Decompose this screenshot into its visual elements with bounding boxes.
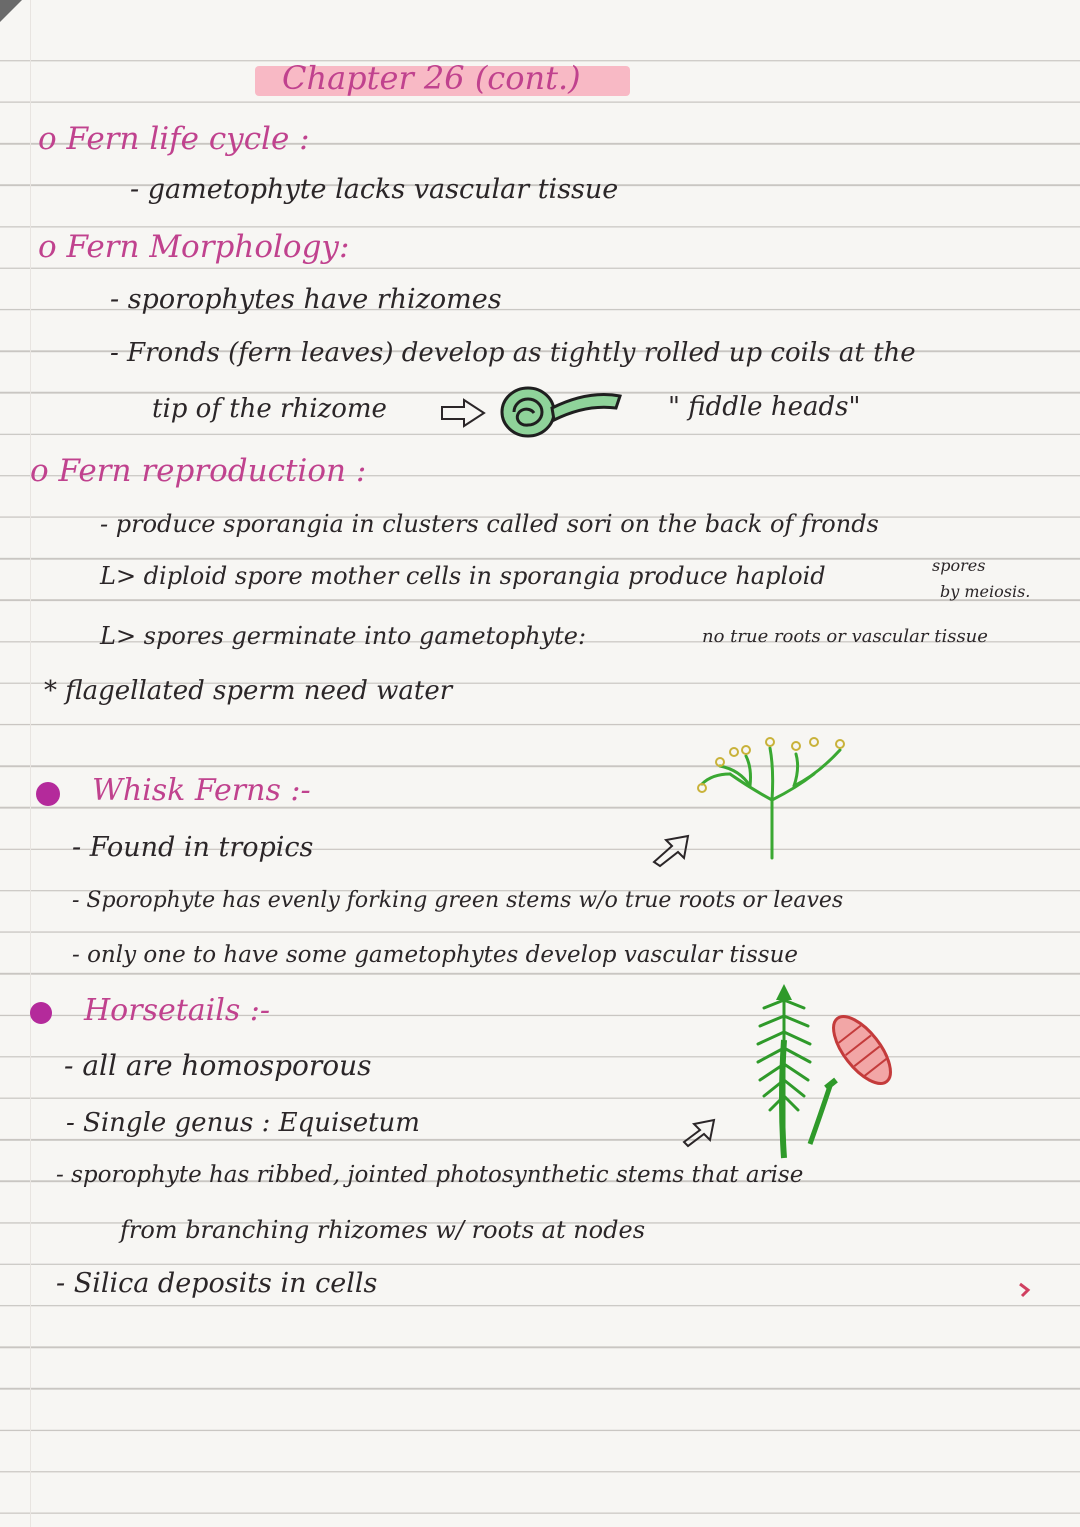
heading-whisk-ferns: Whisk Ferns :- (92, 773, 311, 808)
fiddlehead-drawing (498, 382, 628, 442)
note-line: - sporophytes have rhizomes (110, 284, 502, 315)
note-line: - Found in tropics (72, 832, 314, 863)
note-line-superscript: spores (932, 556, 986, 575)
bullet-dot (30, 1002, 52, 1024)
fiddle-heads-label: " fiddle heads" (668, 392, 861, 422)
heading-fern-morphology: o Fern Morphology: (38, 229, 350, 265)
note-line: L> diploid spore mother cells in sporangia produce haploid (100, 562, 826, 590)
heading-horsetails: Horsetails :- (84, 993, 271, 1028)
note-line: from branching rhizomes w/ roots at nodes (120, 1216, 646, 1244)
heading-fern-life-cycle: o Fern life cycle : (38, 121, 310, 157)
note-line: - gametophyte lacks vascular tissue (130, 174, 619, 205)
page-title: Chapter 26 (cont.) (282, 59, 581, 97)
strobilus-drawing (790, 1006, 900, 1146)
bullet-dot (36, 782, 60, 806)
note-line-aside: no true roots or vascular tissue (702, 626, 988, 647)
note-line: - only one to have some gametophytes develop vascular tissue (72, 942, 799, 968)
arrow-icon (650, 832, 694, 866)
arrow-icon (440, 398, 490, 428)
note-line: - Sporophyte has evenly forking green stems w/o true roots or leaves (72, 888, 844, 913)
heading-fern-reproduction: o Fern reproduction : (30, 453, 367, 489)
note-line: - produce sporangia in clusters called sori on the back of fronds (100, 510, 879, 538)
note-line: - Single genus : Equisetum (66, 1108, 420, 1138)
note-line: * flagellated sperm need water (44, 676, 453, 706)
note-line: - sporophyte has ribbed, jointed photosynthetic stems that arise (56, 1162, 804, 1188)
arrow-icon (680, 1116, 720, 1146)
note-line-subscript: by meiosis. (940, 582, 1031, 601)
note-line: - Silica deposits in cells (56, 1268, 378, 1299)
note-line: - all are homosporous (64, 1049, 372, 1082)
note-line: - Fronds (fern leaves) develop as tightly rolled up coils at the (110, 338, 916, 368)
whisk-fern-drawing (690, 730, 860, 860)
page-mark (1014, 1280, 1034, 1300)
note-line: tip of the rhizome (152, 394, 387, 424)
note-line: L> spores germinate into gametophyte: (100, 622, 587, 650)
margin-line (30, 0, 31, 1527)
page-corner (0, 0, 22, 22)
